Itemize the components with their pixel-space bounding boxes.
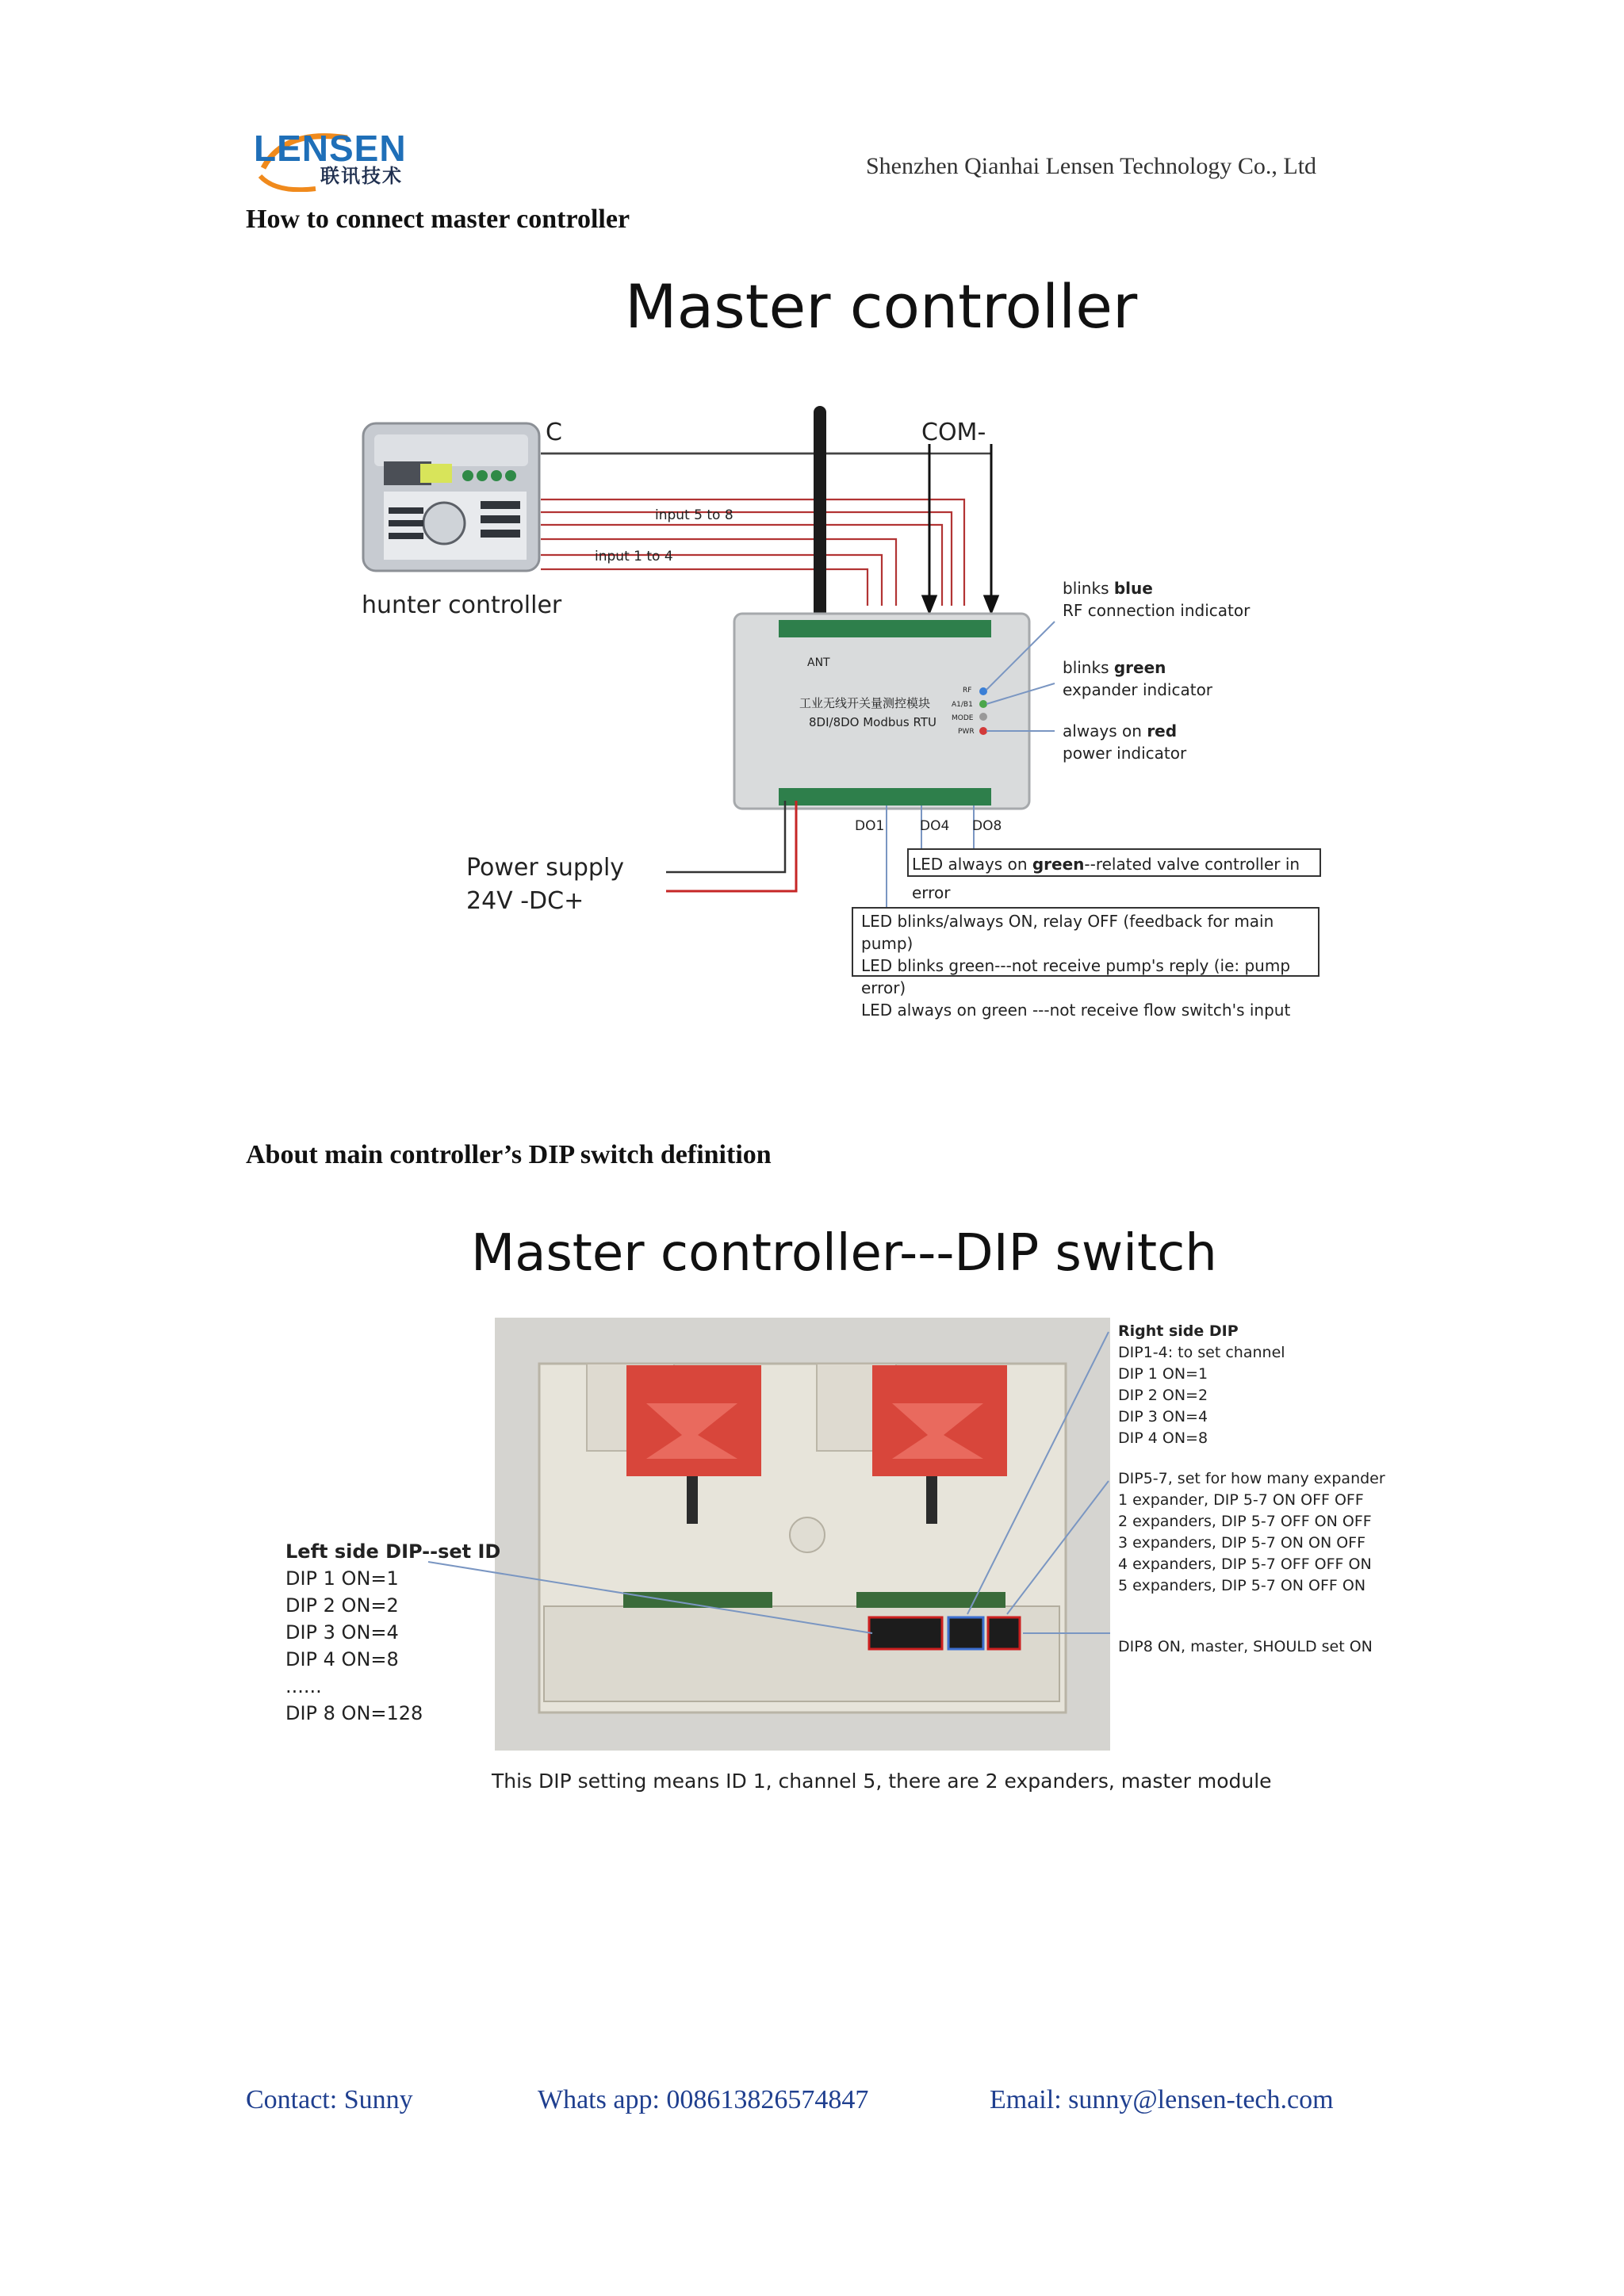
indicator-blue: blinks blue RF connection indicator [1063, 579, 1251, 620]
left-dip-line: DIP 1 ON=1 [285, 1567, 399, 1590]
section-heading-connect: How to connect master controller [246, 205, 630, 234]
logo-text: LENSEN [254, 128, 407, 169]
left-dip-line: DIP 4 ON=8 [285, 1648, 399, 1670]
expander-dip-notes [1118, 1468, 1385, 1597]
section-heading-dip: About main controller’s DIP switch definition [246, 1140, 772, 1169]
label-c: C [546, 419, 562, 446]
led-green-error-box: LED always on green--related valve controller in error [907, 848, 1321, 877]
left-dip-line: DIP 3 ON=4 [285, 1621, 399, 1644]
label-do8: DO8 [972, 818, 1002, 834]
dip-block-left [869, 1617, 942, 1649]
label-input-5-8: input 5 to 8 [655, 507, 733, 523]
right-dip-line: DIP 4 ON=8 [1118, 1429, 1208, 1447]
expander-line: DIP5-7, set for how many expander [1118, 1470, 1385, 1487]
power-supply-label: Power supply 24V -DC+ [466, 854, 625, 915]
expander-line: 4 expanders, DIP 5-7 OFF OFF ON [1118, 1556, 1372, 1573]
logo-cn-text: 联讯技术 [320, 165, 403, 187]
expander-line: 1 expander, DIP 5-7 ON OFF OFF [1118, 1491, 1364, 1509]
label-hunter-controller: hunter controller [362, 591, 562, 619]
left-dip-line: ...... [285, 1675, 322, 1697]
right-dip-line: DIP 1 ON=1 [1118, 1365, 1208, 1383]
module-rf-label: RF [963, 687, 972, 695]
expander-line: 2 expanders, DIP 5-7 OFF ON OFF [1118, 1513, 1372, 1530]
left-dip-line: DIP 8 ON=128 [285, 1702, 423, 1724]
module-a1b1-label: A1/B1 [952, 701, 973, 709]
label-do4: DO4 [920, 818, 950, 834]
footer-whatsapp: Whats app: 008613826574847 [538, 2085, 869, 2114]
company-name: Shenzhen Qianhai Lensen Technology Co., Ltd [866, 153, 1317, 179]
left-dip-title: Left side DIP--set ID [285, 1540, 501, 1563]
left-dip-line: DIP 2 ON=2 [285, 1594, 399, 1617]
label-com: COM- [921, 419, 986, 446]
right-dip-line: DIP1-4: to set channel [1118, 1344, 1285, 1361]
dip-block-channel [948, 1617, 983, 1649]
module-mode-label: MODE [952, 714, 974, 722]
right-dip-title: Right side DIP [1118, 1322, 1239, 1340]
expander-line: 3 expanders, DIP 5-7 ON ON OFF [1118, 1534, 1366, 1552]
dip-caption: This DIP setting means ID 1, channel 5, there are 2 expanders, master module [492, 1770, 1272, 1793]
module-model-label: 8DI/8DO Modbus RTU [809, 715, 936, 729]
right-dip-notes [1118, 1321, 1285, 1449]
label-input-1-4: input 1 to 4 [595, 549, 673, 564]
dip8-note: DIP8 ON, master, SHOULD set ON [1118, 1638, 1373, 1655]
footer-contact: Contact: Sunny [246, 2085, 413, 2114]
module-cn-label: 工业无线开关量测控模块 [799, 696, 931, 710]
expander-line: 5 expanders, DIP 5-7 ON OFF ON [1118, 1577, 1366, 1594]
module-pwr-label: PWR [958, 728, 975, 736]
led-note-3: LED always on green ---not receive flow switch's input [861, 1001, 1291, 1020]
right-dip-line: DIP 2 ON=2 [1118, 1387, 1208, 1404]
left-dip-notes [285, 1538, 500, 1727]
indicator-red: always on red power indicator [1063, 721, 1187, 763]
right-dip-line: DIP 3 ON=4 [1118, 1408, 1208, 1425]
module-ant-label: ANT [807, 656, 830, 669]
figure-title-dip: Master controller---DIP switch [471, 1224, 1217, 1283]
led-note-1: LED blinks/always ON, relay OFF (feedback for main pump) [861, 912, 1274, 953]
dip-block-expander [988, 1617, 1020, 1649]
footer-email[interactable]: Email: sunny@lensen-tech.com [990, 2085, 1334, 2114]
led-note-2: LED blinks green---not receive pump's reply (ie: pump error) [861, 956, 1291, 997]
label-do1: DO1 [855, 818, 885, 834]
figure-title-master: Master controller [625, 271, 1138, 342]
indicator-green: blinks green expander indicator [1063, 658, 1213, 699]
